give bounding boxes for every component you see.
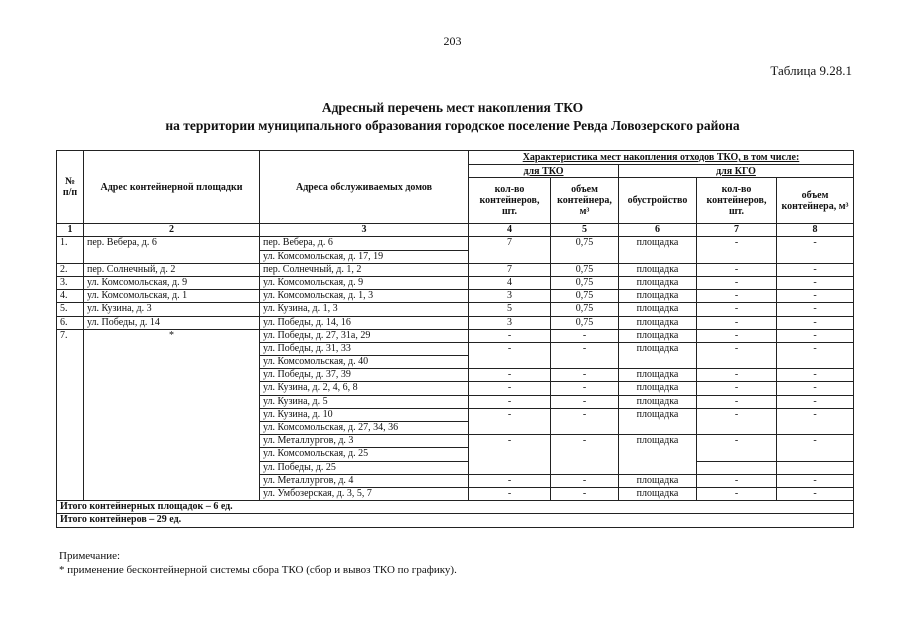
title-line-1: Адресный перечень мест накопления ТКО xyxy=(321,100,584,115)
row-address: ул. Комсомольская, д. 9 xyxy=(84,276,260,289)
row-served: ул. Комсомольская, д. 9 xyxy=(260,276,469,289)
row-count: - xyxy=(469,329,551,342)
row-count-kgo: - xyxy=(697,395,777,408)
row-served: ул. Умбозерская, д. 3, 5, 7 xyxy=(260,487,469,500)
row-count: - xyxy=(469,395,551,408)
table-row xyxy=(57,329,854,342)
row-no: 2. xyxy=(57,263,84,276)
row-count: 5 xyxy=(469,303,551,316)
header-volume-kgo: объем контейнера, м³ xyxy=(777,178,854,224)
row-volume: 0,75 xyxy=(551,276,619,289)
row-volume-kgo: - xyxy=(777,329,854,342)
row-volume-kgo: - xyxy=(777,290,854,303)
row-count-kgo: - xyxy=(697,408,777,434)
row-count-kgo: - xyxy=(697,276,777,289)
row-volume-kgo: - xyxy=(777,342,854,368)
row-no: 5. xyxy=(57,303,84,316)
row-volume-kgo-empty xyxy=(777,461,854,474)
col-number: 5 xyxy=(551,224,619,237)
table-row xyxy=(57,290,854,303)
row-arrangement: площадка xyxy=(619,369,697,382)
row-served: ул. Кузина, д. 5 xyxy=(260,395,469,408)
row-volume-kgo: - xyxy=(777,276,854,289)
row-count: 7 xyxy=(469,237,551,263)
row-count: - xyxy=(469,382,551,395)
row-count: - xyxy=(469,408,551,434)
row-served: ул. Победы, д. 27, 31а, 29 xyxy=(260,329,469,342)
row-volume: - xyxy=(551,487,619,500)
waste-sites-table xyxy=(56,150,854,528)
row-count: - xyxy=(469,342,551,368)
notes xyxy=(59,549,457,577)
table-row xyxy=(57,303,854,316)
row-volume-kgo: - xyxy=(777,435,854,461)
row-volume: 0,75 xyxy=(551,303,619,316)
row-count: - xyxy=(469,435,551,475)
row-served: ул. Кузина, д. 10 xyxy=(260,408,469,421)
row-count-kgo: - xyxy=(697,342,777,368)
row-volume-kgo: - xyxy=(777,237,854,263)
title-line-2: на территории муниципального образования городское поселение Ревда Ловозерского района xyxy=(165,118,740,133)
row-volume: 0,75 xyxy=(551,263,619,276)
row-arrangement: площадка xyxy=(619,342,697,368)
row-arrangement: площадка xyxy=(619,395,697,408)
row-served: ул. Победы, д. 37, 39 xyxy=(260,369,469,382)
row-served: ул. Комсомольская, д. 40 xyxy=(260,356,469,369)
row-arrangement: площадка xyxy=(619,408,697,434)
row-volume-kgo: - xyxy=(777,382,854,395)
row-count: 3 xyxy=(469,316,551,329)
row-no: 7. xyxy=(57,329,84,500)
col-number: 8 xyxy=(777,224,854,237)
row-arrangement: площадка xyxy=(619,316,697,329)
row-address: ул. Комсомольская, д. 1 xyxy=(84,290,260,303)
header-arrangement: обустройство xyxy=(619,178,697,224)
row-count-kgo: - xyxy=(697,329,777,342)
row-volume: - xyxy=(551,474,619,487)
row-served: пер. Солнечный, д. 1, 2 xyxy=(260,263,469,276)
row-served: пер. Вебера, д. 6 xyxy=(260,237,469,250)
row-count: - xyxy=(469,474,551,487)
header-served: Адреса обслуживаемых домов xyxy=(260,151,469,224)
row-volume-kgo: - xyxy=(777,316,854,329)
col-number: 7 xyxy=(697,224,777,237)
header-address: Адрес контейнерной площадки xyxy=(84,151,260,224)
header-kgo: для КГО xyxy=(619,165,854,178)
row-volume: - xyxy=(551,369,619,382)
header-count: кол-во контейнеров, шт. xyxy=(469,178,551,224)
table-label: Таблица 9.28.1 xyxy=(770,63,852,78)
row-count-kgo: - xyxy=(697,369,777,382)
row-no: 4. xyxy=(57,290,84,303)
row-count-kgo: - xyxy=(697,487,777,500)
page-number: 203 xyxy=(443,34,462,48)
row-address: пер. Солнечный, д. 2 xyxy=(84,263,260,276)
header-count-kgo: кол-во контейнеров, шт. xyxy=(697,178,777,224)
row-volume: - xyxy=(551,329,619,342)
row-arrangement: площадка xyxy=(619,303,697,316)
row-served: ул. Металлургов, д. 4 xyxy=(260,474,469,487)
row-volume-kgo: - xyxy=(777,395,854,408)
table-row xyxy=(57,263,854,276)
row-volume-kgo: - xyxy=(777,263,854,276)
row-count: - xyxy=(469,369,551,382)
header-volume: объем контейнера, м³ xyxy=(551,178,619,224)
row-arrangement: площадка xyxy=(619,237,697,263)
row-volume: 0,75 xyxy=(551,237,619,263)
row-count-kgo: - xyxy=(697,290,777,303)
total-containers: Итого контейнеров – 29 ед. xyxy=(57,514,854,527)
row-arrangement: площадка xyxy=(619,263,697,276)
row-served: ул. Кузина, д. 1, 3 xyxy=(260,303,469,316)
row-served: ул. Металлургов, д. 3 xyxy=(260,435,469,448)
row-address: * xyxy=(84,329,260,500)
row-served: ул. Победы, д. 25 xyxy=(260,461,469,474)
row-address: пер. Вебера, д. 6 xyxy=(84,237,260,263)
row-volume: - xyxy=(551,435,619,475)
row-count-kgo: - xyxy=(697,474,777,487)
document-title xyxy=(0,99,905,135)
column-numbers-row xyxy=(57,224,854,237)
row-volume-kgo: - xyxy=(777,408,854,434)
row-volume: - xyxy=(551,382,619,395)
row-served: ул. Победы, д. 14, 16 xyxy=(260,316,469,329)
row-volume-kgo: - xyxy=(777,303,854,316)
row-served: ул. Комсомольская, д. 1, 3 xyxy=(260,290,469,303)
row-no: 1. xyxy=(57,237,84,263)
table-row xyxy=(57,316,854,329)
row-volume-kgo: - xyxy=(777,369,854,382)
row-count-kgo: - xyxy=(697,316,777,329)
row-count: 4 xyxy=(469,276,551,289)
row-count-kgo-empty xyxy=(697,461,777,474)
row-served: ул. Победы, д. 31, 33 xyxy=(260,342,469,355)
header-row-1 xyxy=(57,151,854,165)
total-containers-row xyxy=(57,514,854,527)
row-volume: - xyxy=(551,395,619,408)
table-row xyxy=(57,237,854,250)
row-count-kgo: - xyxy=(697,263,777,276)
notes-label: Примечание: xyxy=(59,550,121,562)
total-sites-row xyxy=(57,501,854,514)
total-sites: Итого контейнерных площадок – 6 ед. xyxy=(57,501,854,514)
row-count-kgo: - xyxy=(697,237,777,263)
row-address: ул. Победы, д. 14 xyxy=(84,316,260,329)
table-row xyxy=(57,276,854,289)
row-count-kgo: - xyxy=(697,303,777,316)
row-no: 6. xyxy=(57,316,84,329)
row-count-kgo: - xyxy=(697,382,777,395)
row-arrangement: площадка xyxy=(619,290,697,303)
row-served: ул. Комсомольская, д. 17, 19 xyxy=(260,250,469,263)
row-count-kgo: - xyxy=(697,435,777,461)
row-volume: 0,75 xyxy=(551,316,619,329)
row-address: ул. Кузина, д. 3 xyxy=(84,303,260,316)
row-arrangement: площадка xyxy=(619,382,697,395)
row-arrangement: площадка xyxy=(619,276,697,289)
row-volume: 0,75 xyxy=(551,290,619,303)
notes-text: * применение бесконтейнерной системы сбора ТКО (сбор и вывоз ТКО по графику). xyxy=(59,564,457,576)
row-arrangement: площадка xyxy=(619,487,697,500)
col-number: 6 xyxy=(619,224,697,237)
row-served: ул. Комсомольская, д. 25 xyxy=(260,448,469,461)
header-characteristics: Характеристика мест накопления отходов ТКО, в том числе: xyxy=(469,151,854,165)
row-count: 7 xyxy=(469,263,551,276)
row-served: ул. Кузина, д. 2, 4, 6, 8 xyxy=(260,382,469,395)
col-number: 2 xyxy=(84,224,260,237)
col-number: 1 xyxy=(57,224,84,237)
row-arrangement: площадка xyxy=(619,435,697,475)
row-arrangement: площадка xyxy=(619,329,697,342)
header-no: № п/п xyxy=(57,151,84,224)
row-served: ул. Комсомольская, д. 27, 34, 36 xyxy=(260,422,469,435)
row-no: 3. xyxy=(57,276,84,289)
row-volume-kgo: - xyxy=(777,487,854,500)
row-count: 3 xyxy=(469,290,551,303)
row-volume-kgo: - xyxy=(777,474,854,487)
row-count: - xyxy=(469,487,551,500)
row-arrangement: площадка xyxy=(619,474,697,487)
row-volume: - xyxy=(551,408,619,434)
header-tko: для ТКО xyxy=(469,165,619,178)
col-number: 3 xyxy=(260,224,469,237)
col-number: 4 xyxy=(469,224,551,237)
row-volume: - xyxy=(551,342,619,368)
